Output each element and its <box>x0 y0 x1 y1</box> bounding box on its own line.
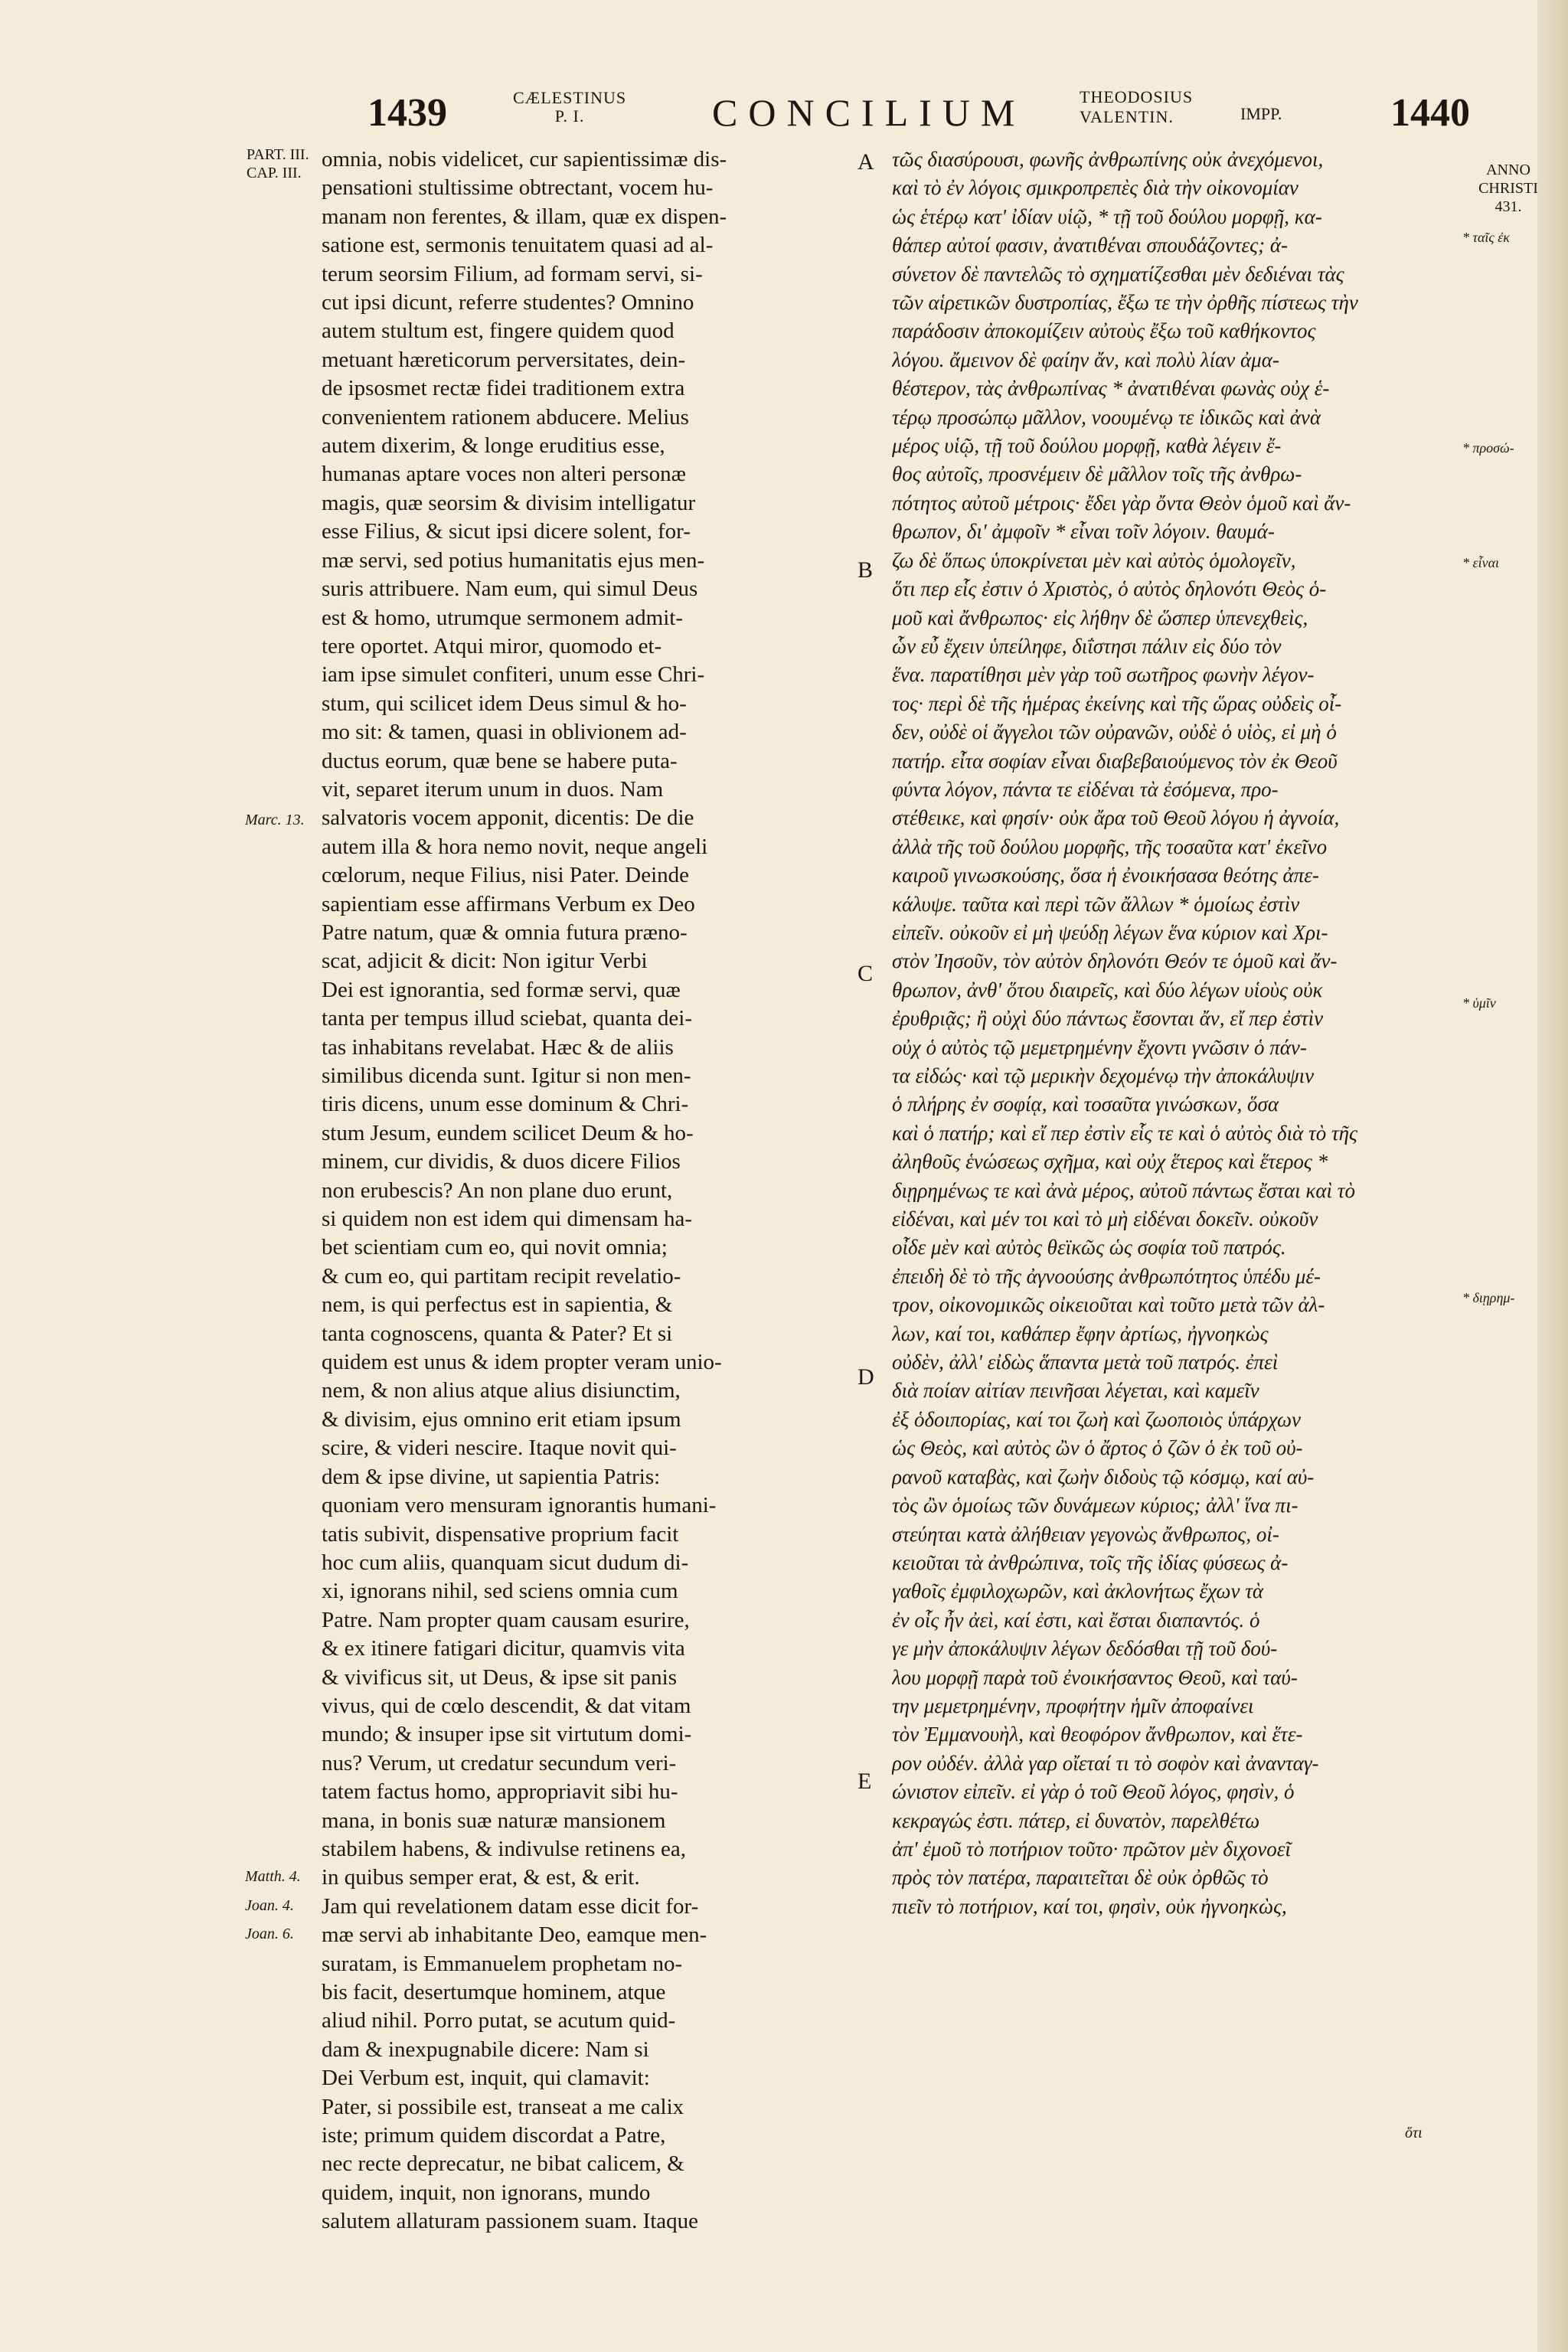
latin-line: tanta cognoscens, quanta & Pater? Et si <box>322 1321 673 1346</box>
section-letter-e: E <box>858 1769 872 1794</box>
latin-line: si quidem non est idem qui dimensam ha- <box>322 1207 693 1232</box>
greek-line: ἐπειδὴ δὲ τὸ τῆς ἀγνοούσης ἀνθρωπότητος ὑπέδυ μέ- <box>892 1264 1321 1288</box>
latin-line: humanas aptare voces non alteri personæ <box>322 462 686 487</box>
part-label: PART. III. <box>247 146 309 163</box>
latin-line: ductus eorum, quæ bene se habere puta- <box>322 748 678 773</box>
margin-note-joan-4: Joan. 4. <box>245 1897 294 1914</box>
latin-line: nec recte deprecatur, ne bibat calicem, & <box>322 2151 684 2177</box>
greek-line: γαθοῖς ἐμφιλοχωρῶν, καὶ ἀκλονήτως ἔχων τὰ <box>892 1579 1264 1603</box>
latin-line: Pater, si possibile est, transeat a me calix <box>322 2094 684 2119</box>
latin-line: tatem factus homo, appropriavit sibi hu- <box>322 1779 678 1805</box>
latin-line: convenientem rationem abducere. Melius <box>322 404 689 430</box>
latin-line: & vivificus sit, ut Deus, & ipse sit panis <box>322 1664 677 1690</box>
latin-line: sapientiam esse affirmans Verbum ex Deo <box>322 891 695 916</box>
greek-line: καὶ ὁ πατήρ; καὶ εἴ περ ἐστὶν εἷς τε καὶ ὁ αὐτὸς διὰ τὸ τῆς <box>892 1121 1357 1145</box>
pope-number: P. I. <box>554 106 585 126</box>
greek-line: στεύηται κατὰ ἀλήθειαν γεγονὼς ἄνθρωπος, οἰ- <box>892 1522 1279 1546</box>
latin-line: nem, & non alius atque alius disiunctim, <box>322 1378 681 1403</box>
greek-line: ἀπ' ἐμοῦ τὸ ποτήριον τοῦτο· πρῶτον μὲν διχονοεῖ <box>892 1837 1291 1860</box>
greek-line: κεκραγώς ἐστι. πάτερ, εἰ δυνατὸν, παρελθέτω <box>892 1808 1260 1832</box>
chapter-label: CAP. III. <box>247 165 302 181</box>
greek-line: ἀληθοῦς ἑνώσεως σχῆμα, καὶ οὐχ ἕτερος καὶ ἕτερος * <box>892 1150 1328 1174</box>
greek-line: διῃρημένως τε καὶ ἀνὰ μέρος, αὐτοῦ πάντως ἔσται καὶ τὸ <box>892 1178 1355 1202</box>
latin-line: cœlorum, neque Filius, nisi Pater. Deinde <box>322 863 690 888</box>
latin-line: magis, quæ seorsim & divisim intelligatur <box>322 490 696 515</box>
latin-line: Jam qui revelationem datam esse dicit for- <box>322 1893 699 1919</box>
latin-line: & cum eo, qui partitam recipit revelatio- <box>322 1263 681 1289</box>
margin-note-right-3: * εἶναι <box>1462 555 1500 570</box>
latin-line: est & homo, utrumque sermonem admit- <box>322 605 683 630</box>
margin-note-joan-6: Joan. 6. <box>245 1926 294 1942</box>
latin-line: tiris dicens, unum esse dominum & Chri- <box>322 1092 689 1117</box>
greek-line: ρον οὐδέν. ἀλλὰ γαρ οἴεταί τι τὸ σοφὸν καὶ ἀνανταγ- <box>892 1751 1319 1775</box>
latin-line: quidem, inquit, non ignorans, mundo <box>322 2180 651 2205</box>
impp-label: IMPP. <box>1240 104 1282 123</box>
latin-line: nem, is qui perfectus est in sapientia, & <box>322 1292 673 1318</box>
greek-line: τος· περὶ δὲ τῆς ἡμέρας ἐκείνης καὶ τῆς ὥρας οὐδεὶς οἶ- <box>892 691 1342 715</box>
page-number-left: 1439 <box>368 91 447 135</box>
section-letter-d: D <box>858 1364 874 1390</box>
greek-line: μοῦ καὶ ἄνθρωπος· εἰς λήθην δὲ ὥσπερ ὑπενεχθεὶς, <box>892 606 1308 629</box>
greek-line: ἐξ ὁδοιπορίας, καί τοι ζωὴ καὶ ζωοποιὸς ὑπάρχων <box>892 1407 1301 1431</box>
latin-line: xi, ignorans nihil, sed sciens omnia cum <box>322 1579 678 1604</box>
latin-line: bet scientiam cum eo, qui novit omnia; <box>322 1235 668 1260</box>
greek-line: θος αὐτοῖς, προσνέμειν δὲ μᾶλλον τοῖς τῆς ἀνθρω- <box>892 462 1302 486</box>
latin-line: mæ servi ab inhabitante Deo, eamque men- <box>322 1922 707 1948</box>
emperor-2: VALENTIN. <box>1080 107 1174 126</box>
latin-line: vit, separet iterum unum in duos. Nam <box>322 776 664 802</box>
greek-line: λων, καί τοι, καθάπερ ἔφην ἀρτίως, ἠγνοηκὼς <box>892 1321 1269 1345</box>
latin-line: esse Filius, & sicut ipsi dicere solent, for- <box>322 519 691 544</box>
greek-line: πρὸς τὸν πατέρα, παραιτεῖται δὲ οὐκ ὀρθῶς τὸ <box>892 1866 1269 1890</box>
latin-line: similibus dicenda sunt. Igitur si non men- <box>322 1063 691 1088</box>
latin-line: tanta per tempus illud sciebat, quanta dei- <box>322 1006 692 1031</box>
greek-line: θάπερ αὐτοί φασιν, ἀνατιθέναι σπουδάζοντες; ἀ- <box>892 234 1288 257</box>
greek-line: θρωπον, ἀνθ' ὅτου διαιρεῖς, καὶ δύο λέγων υἱοὺς οὐκ <box>892 978 1323 1001</box>
latin-line: autem dixerim, & longe eruditius esse, <box>322 433 665 459</box>
part-chapter-label <box>247 145 309 182</box>
greek-line: τέρῳ προσώπῳ μᾶλλον, νοουμένῳ τε ἰδικῶς καὶ ἀνὰ <box>892 405 1321 429</box>
latin-line: mo sit: & tamen, quasi in oblivionem ad- <box>322 720 687 745</box>
latin-line: stum Jesum, eundem scilicet Deum & ho- <box>322 1120 694 1145</box>
greek-line: οὐδὲν, ἀλλ' εἰδὼς ἅπαντα μετὰ τοῦ πατρός. ἐπεὶ <box>892 1351 1279 1374</box>
greek-line: διὰ ποίαν αἰτίαν πεινῆσαι λέγεται, καὶ καμεῖν <box>892 1379 1259 1403</box>
latin-line: de ipsosmet rectæ fidei traditionem extra <box>322 376 685 401</box>
latin-line: scire, & videri nescire. Itaque novit qui- <box>322 1436 677 1461</box>
greek-line: εἰδέναι, καὶ μέν τοι καὶ τὸ μὴ εἰδέναι δοκεῖν. οὐκοῦν <box>892 1207 1318 1231</box>
margin-note-right-1: * ταῖς ἐκ <box>1462 230 1510 245</box>
latin-line: salutem allaturam passionem suam. Itaque <box>322 2209 699 2234</box>
greek-line: τῶς διασύρουσι, φωνῆς ἀνθρωπίνης οὐκ ἀνεχόμενοι, <box>892 148 1324 171</box>
greek-line: κειοῦται τὰ ἀνθρώπινα, τοῖς τῆς ἰδίας φύσεως ἀ- <box>892 1550 1289 1574</box>
latin-line: stum, qui scilicet idem Deus simul & ho- <box>322 691 687 716</box>
greek-line: ἐρυθριᾷς; ἢ οὐχὶ δύο πάντως ἔσονται ἄν, εἴ περ ἐστὶν <box>892 1007 1324 1031</box>
greek-line: μέρος υἱῷ, τῇ τοῦ δούλου μορφῇ, καθὰ λέγειν ἔ- <box>892 434 1282 458</box>
latin-line: tere oportet. Atqui miror, quomodo et- <box>322 633 662 658</box>
latin-line: omnia, nobis videlicet, cur sapientissimæ dis- <box>322 147 727 172</box>
latin-line: quoniam vero mensuram ignorantis humani- <box>322 1493 717 1518</box>
greek-line: καὶ τὸ ἐν λόγοις σμικροπρεπὲς διὰ τὴν οἰκονομίαν <box>892 176 1298 200</box>
pope-name-line: CÆLESTINUS <box>513 88 627 107</box>
pope-name <box>513 89 626 126</box>
latin-line: stabilem habens, & indivulse retinens ea, <box>322 1836 686 1861</box>
latin-line: Dei Verbum est, inquit, qui clamavit: <box>322 2066 650 2091</box>
greek-line: λόγου. ἄμεινον δὲ φαίην ἄν, καὶ πολὺ λίαν ἀμα- <box>892 348 1279 371</box>
latin-line: mundo; & insuper ipse sit virtutum domi- <box>322 1722 692 1747</box>
greek-line: τὸς ὢν ὁμοίως τῶν δυνάμεων κύριος; ἀλλ' ἵνα πι- <box>892 1494 1298 1517</box>
page-edge <box>1537 0 1568 2352</box>
greek-line: ὁ πλήρης ἐν σοφίᾳ, καὶ τοσαῦτα γινώσκων, ὅσα <box>892 1093 1279 1116</box>
greek-line: ἐν οἷς ἦν ἀεὶ, καί ἐστι, καὶ ἔσται διαπαντός. ὁ <box>892 1608 1260 1632</box>
latin-line: scat, adjicit & dicit: Non igitur Verbi <box>322 949 648 974</box>
section-letter-a: A <box>858 149 874 175</box>
anno-label: ANNO <box>1486 162 1530 178</box>
latin-line: tatis subivit, dispensative proprium facit <box>322 1521 679 1547</box>
latin-line: bis facit, desertumque hominem, atque <box>322 1980 666 2004</box>
greek-line: παράδοσιν ἀποκομίζειν αὐτοὺς ἔξω τοῦ καθήκοντος <box>892 319 1316 343</box>
anno-christi <box>1466 161 1550 216</box>
greek-line: στέθεικε, καὶ φησίν· οὐκ ἄρα τοῦ Θεοῦ λόγου ἡ ἀγνοία, <box>892 806 1340 830</box>
latin-line: autem stultum est, fingere quidem quod <box>322 318 675 344</box>
section-letter-b: B <box>858 557 874 583</box>
greek-line: οἶδε μὲν καὶ αὐτὸς θεϊκῶς ὡς σοφία τοῦ πατρός. <box>892 1236 1286 1259</box>
emperor-names <box>1080 87 1193 127</box>
greek-line: θρωπον, δι' ἀμφοῖν * εἶναι τοῖν λόγοιν. θαυμά- <box>892 520 1275 544</box>
latin-line: suratam, is Emmanuelem prophetam no- <box>322 1951 683 1976</box>
greek-line: ρανοῦ καταβὰς, καὶ ζωὴν διδοὺς τῷ κόσμῳ, καί αὐ- <box>892 1465 1315 1488</box>
latin-line: aliud nihil. Porro putat, se acutum quid- <box>322 2008 676 2034</box>
greek-line: ἀλλὰ τῆς τοῦ δούλου μορφῆς, τῆς τοσαῦτα κατ' ἐκεῖνο <box>892 835 1328 858</box>
emperor-1: THEODOSIUS <box>1080 87 1194 106</box>
greek-line: φύντα λόγον, πάντα τε εἰδέναι τὰ ἐσόμενα, προ- <box>892 777 1279 801</box>
greek-line: εἰπεῖν. οὐκοῦν εἰ μὴ ψεύδῃ λέγων ἕνα κύριον καὶ Χρι- <box>892 920 1328 944</box>
latin-line: pensationi stultissime obtrectant, vocem hu- <box>322 175 714 201</box>
latin-line: mana, in bonis suæ naturæ mansionem <box>322 1808 666 1833</box>
latin-line: metuant hæreticorum perversitates, dein- <box>322 347 686 372</box>
greek-line: γε μὴν ἀποκάλυψιν λέγων δεδόσθαι τῇ τοῦ δού- <box>892 1637 1278 1661</box>
latin-line: terum seorsim Filium, ad formam servi, si- <box>322 261 703 286</box>
latin-line: in quibus semper erat, & est, & erit. <box>322 1865 640 1890</box>
latin-line: & divisim, ejus omnino erit etiam ipsum <box>322 1406 681 1432</box>
running-title: CONCILIUM <box>712 91 1026 134</box>
latin-line: mæ servi, sed potius humanitatis ejus men- <box>322 547 705 573</box>
latin-line: dem & ipse divine, ut sapientia Patris: <box>322 1464 661 1489</box>
page-header <box>368 84 1470 153</box>
latin-line: hoc cum aliis, quanquam sicut dudum di- <box>322 1550 689 1575</box>
greek-line: τὸν Ἐμμανουὴλ, καὶ θεοφόρον ἄνθρωπον, καὶ ἕτε- <box>892 1723 1303 1746</box>
latin-column <box>322 145 846 2236</box>
latin-line: cut ipsi dicunt, referre studentes? Omnino <box>322 290 694 315</box>
margin-note-right-5: * διῃρημ- <box>1462 1290 1515 1305</box>
margin-note-marc: Marc. 13. <box>245 812 305 828</box>
latin-line: nus? Verum, ut credatur secundum veri- <box>322 1750 677 1775</box>
latin-line: autem illa & hora nemo novit, neque angeli <box>322 834 708 859</box>
greek-line: στὸν Ἰησοῦν, τὸν αὐτὸν δηλονότι Θεόν τε ὁμοῦ καὶ ἄν- <box>892 949 1338 973</box>
greek-line: πιεῖν τὸ ποτήριον, καί τοι, φησὶν, οὐκ ἠγνοηκὼς, <box>892 1894 1287 1918</box>
greek-line: λου μορφῇ παρὰ τοῦ ἐνοικήσαντος Θεοῦ, καὶ ταύ- <box>892 1665 1298 1689</box>
greek-line: πότητος αὐτοῦ μέτροις· ἔδει γὰρ ὄντα Θεὸν ὁμοῦ καὶ ἄν- <box>892 491 1351 514</box>
latin-line: quidem est unus & idem propter veram unio- <box>322 1350 722 1375</box>
latin-line: suris attribuere. Nam eum, qui simul Deus <box>322 577 698 602</box>
greek-line: ὅτι περ εἷς ἐστιν ὁ Χριστὸς, ὁ αὐτὸς δηλονότι Θεὸς ὁ- <box>892 577 1327 601</box>
latin-line: & ex itinere fatigari dicitur, quamvis vita <box>322 1636 685 1661</box>
christi-label: CHRISTI <box>1478 180 1538 197</box>
latin-line: satione est, sermonis tenuitatem quasi ad al- <box>322 233 714 258</box>
greek-line: ὡς Θεὸς, καὶ αὐτὸς ὢν ὁ ἄρτος ὁ ζῶν ὁ ἐκ τοῦ οὐ- <box>892 1436 1303 1460</box>
greek-line: τρον, οἰκονομικῶς οἰκειοῦται καὶ τοῦτο μετὰ τῶν ἀλ- <box>892 1293 1325 1317</box>
margin-note-right-4: * ὑμῖν <box>1462 995 1496 1011</box>
greek-line: ζω δὲ ὅπως ὑποκρίνεται μὲν καὶ αὐτὸς ὁμολογεῖν, <box>892 548 1296 572</box>
latin-line: iste; primum quidem discordat a Patre, <box>322 2123 666 2148</box>
section-letter-c: C <box>858 961 874 986</box>
latin-line: dam & inexpugnabile dicere: Nam si <box>322 2037 649 2062</box>
greek-line: καιροῦ γινωσκούσης, ὅσα ἡ ἐνοικήσασα θεότης ἀπε- <box>892 864 1319 887</box>
greek-line: την μεμετρημένην, προφήτην ἡμῖν ἀποφαίνει <box>892 1694 1254 1717</box>
latin-line: manam non ferentes, & illam, quæ ex dispen- <box>322 204 727 229</box>
greek-line: πατήρ. εἶτα σοφίαν εἶναι διαβεβαιούμενος τὸν ἐκ Θεοῦ <box>892 749 1338 773</box>
latin-line: iam ipse simulet confiteri, unum esse Chri- <box>322 662 705 688</box>
greek-line: τα εἰδώς· καὶ τῷ μερικὴν δεχομένῳ τὴν ἀποκάλυψιν <box>892 1064 1315 1087</box>
greek-line: οὐχ ὁ αὐτὸς τῷ μεμετρημένην ἔχοντι γνῶσιν ὁ πάν- <box>892 1035 1307 1059</box>
latin-line: Patre natum, quæ & omnia futura præno- <box>322 920 688 945</box>
greek-line: θέστερον, τὰς ἀνθρωπίνας * ἀνατιθέναι φωνὰς οὐχ ἑ- <box>892 377 1330 400</box>
greek-line: ώνιστον εἰπεῖν. εἰ γὰρ ὁ τοῦ Θεοῦ λόγος, φησὶν, ὁ <box>892 1780 1295 1804</box>
latin-line: vivus, qui de cœlo descendit, & dat vitam <box>322 1693 691 1718</box>
greek-line: τῶν αἱρετικῶν δυστροπίας, ἔξω τε τὴν ὀρθῆς πίστεως τὴν <box>892 291 1358 315</box>
greek-line: σύνετον δὲ παντελῶς τὸ σχηματίζεσθαι μὲν δεδιέναι τὰς <box>892 262 1344 286</box>
margin-note-right-2: * προσώ- <box>1462 440 1514 456</box>
page-number-right: 1440 <box>1390 91 1470 135</box>
margin-note-matth: Matth. 4. <box>245 1868 301 1885</box>
latin-line: minem, cur dividis, & duos dicere Filios <box>322 1149 681 1174</box>
greek-line: δεν, οὐδὲ οἱ ἄγγελοι τῶν οὐρανῶν, οὐδὲ ὁ υἱὸς, εἰ μὴ ὁ <box>892 720 1337 744</box>
greek-line: κάλυψε. ταῦτα καὶ περὶ τῶν ἄλλων * ὁμοίως ἐστὶν <box>892 892 1300 916</box>
greek-line: ὡς ἑτέρῳ κατ' ἰδίαν υἱῷ, * τῇ τοῦ δούλου μορφῇ, κα- <box>892 204 1322 228</box>
year-label: 431. <box>1494 198 1522 215</box>
greek-column <box>892 145 1436 1921</box>
greek-line: ὧν εὖ ἔχειν ὑπείληφε, διΐστησι πάλιν εἰς δύο τὸν <box>892 634 1282 658</box>
latin-line: salvatoris vocem apponit, dicentis: De die <box>322 805 694 831</box>
latin-line: non erubescis? An non plane duo erunt, <box>322 1178 673 1203</box>
greek-line: ἕνα. παρατίθησι μὲν γὰρ τοῦ σωτῆρος φωνὴν λέγον- <box>892 663 1315 687</box>
latin-line: Dei est ignorantia, sed formæ servi, quæ <box>322 977 681 1002</box>
catchword: ὅτι <box>1405 2125 1423 2141</box>
latin-line: Patre. Nam propter quam causam esurire, <box>322 1607 690 1632</box>
latin-line: tas inhabitans revelabat. Hæc & de aliis <box>322 1034 674 1060</box>
